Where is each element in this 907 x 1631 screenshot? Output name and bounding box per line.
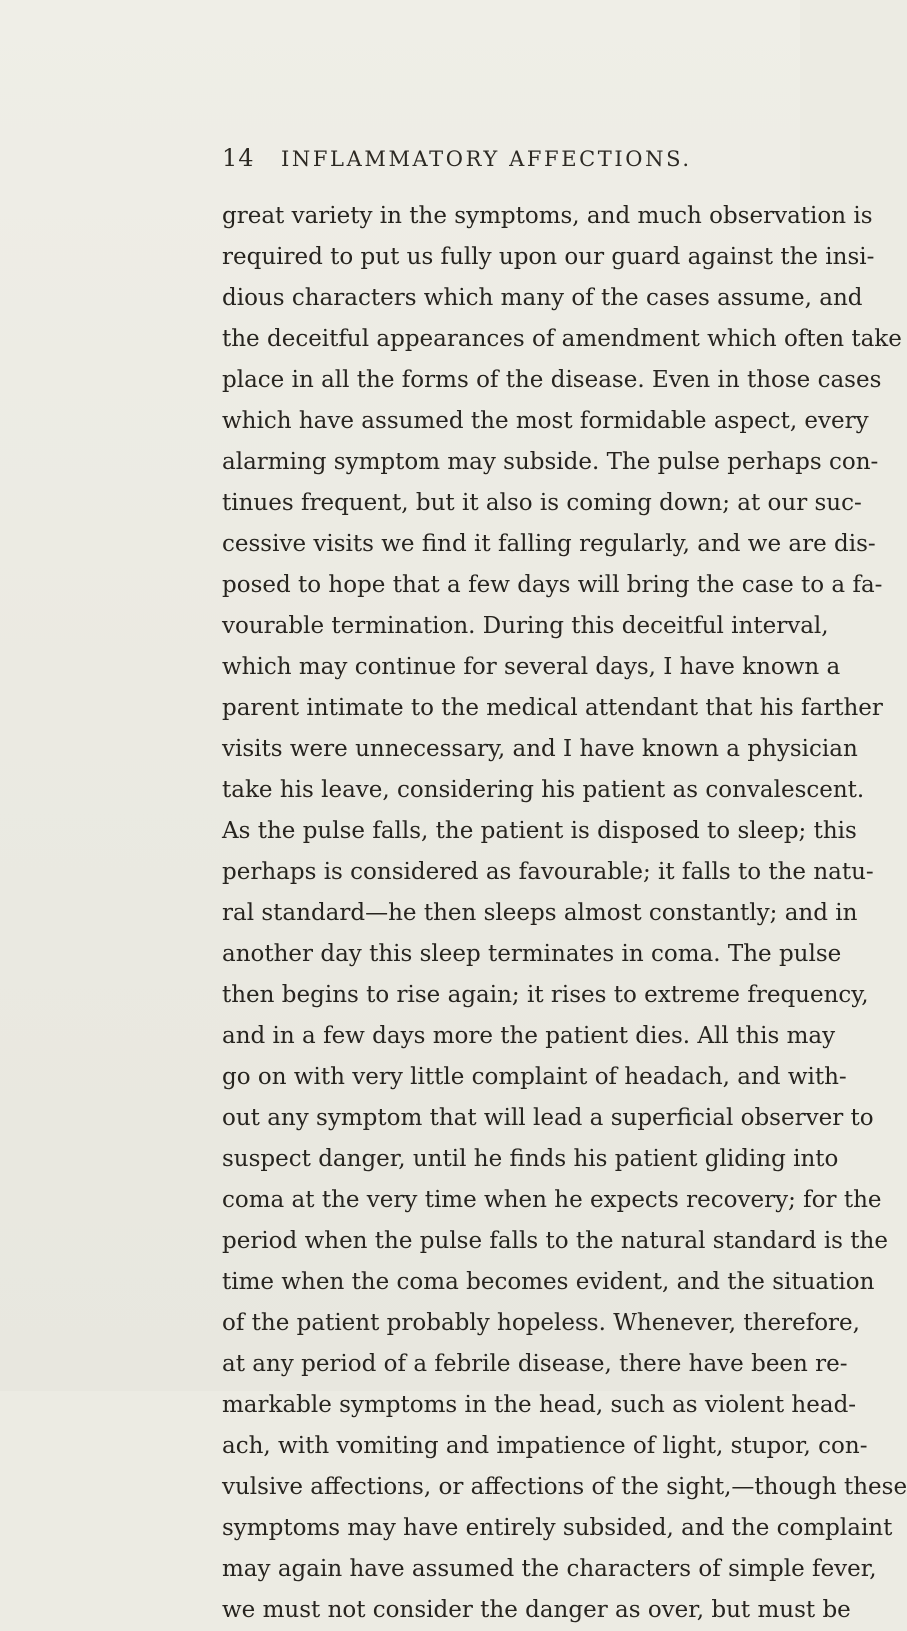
text-line: may again have assumed the characters of simple fever, xyxy=(222,1556,877,1582)
text-line: which may continue for several days, I have known a xyxy=(222,654,841,680)
text-line: posed to hope that a few days will bring the case to a fa- xyxy=(222,572,883,598)
text-line: out any symptom that will lead a superficial observer to xyxy=(222,1105,874,1131)
text-line: and in a few days more the patient dies. All this may xyxy=(222,1023,836,1049)
text-line: suspect danger, until he finds his patient gliding into xyxy=(222,1146,839,1172)
text-line: cessive visits we find it falling regularly, and we are dis- xyxy=(222,531,876,557)
text-line: at any period of a febrile disease, there have been re- xyxy=(222,1351,848,1377)
text-line: the deceitful appearances of amendment which often take xyxy=(222,326,902,352)
text-line: dious characters which many of the cases assume, and xyxy=(222,285,863,311)
text-line: markable symptoms in the head, such as violent head- xyxy=(222,1392,857,1418)
page-header xyxy=(222,144,782,174)
text-line: ach, with vomiting and impatience of light, stupor, con- xyxy=(222,1433,868,1459)
text-line: take his leave, considering his patient as convalescent. xyxy=(222,777,865,803)
text-line: go on with very little complaint of headach, and with- xyxy=(222,1064,847,1090)
page-number: 14 xyxy=(222,144,255,172)
text-line: visits were unnecessary, and I have known a physician xyxy=(222,736,858,762)
text-line: which have assumed the most formidable aspect, every xyxy=(222,408,869,434)
text-line: period when the pulse falls to the natural standard is the xyxy=(222,1228,888,1254)
text-line: vourable termination. During this deceitful interval, xyxy=(222,613,829,639)
text-line: time when the coma becomes evident, and the situation xyxy=(222,1269,875,1295)
text-line: symptoms may have entirely subsided, and the complaint xyxy=(222,1515,893,1541)
running-title: INFLAMMATORY AFFECTIONS. xyxy=(281,147,692,171)
text-line: we must not consider the danger as over, but must be xyxy=(222,1597,851,1623)
text-line: perhaps is considered as favourable; it falls to the natu- xyxy=(222,859,874,885)
text-line: another day this sleep terminates in coma. The pulse xyxy=(222,941,842,967)
text-line: place in all the forms of the disease. Even in those cases xyxy=(222,367,882,393)
text-line: then begins to rise again; it rises to extreme frequency, xyxy=(222,982,869,1008)
text-line: of the patient probably hopeless. Whenever, therefore, xyxy=(222,1310,860,1336)
text-line: tinues frequent, but it also is coming down; at our suc- xyxy=(222,490,862,516)
text-line: required to put us fully upon our guard against the insi- xyxy=(222,244,875,270)
body-text xyxy=(222,196,907,1631)
text-line: parent intimate to the medical attendant that his farther xyxy=(222,695,883,721)
text-line: ral standard—he then sleeps almost constantly; and in xyxy=(222,900,858,926)
text-line: coma at the very time when he expects recovery; for the xyxy=(222,1187,882,1213)
text-line: As the pulse falls, the patient is disposed to sleep; this xyxy=(222,818,857,844)
text-line: alarming symptom may subside. The pulse perhaps con- xyxy=(222,449,879,475)
text-line: great variety in the symptoms, and much observation is xyxy=(222,203,873,229)
text-line: vulsive affections, or affections of the sight,—though these xyxy=(222,1474,907,1500)
